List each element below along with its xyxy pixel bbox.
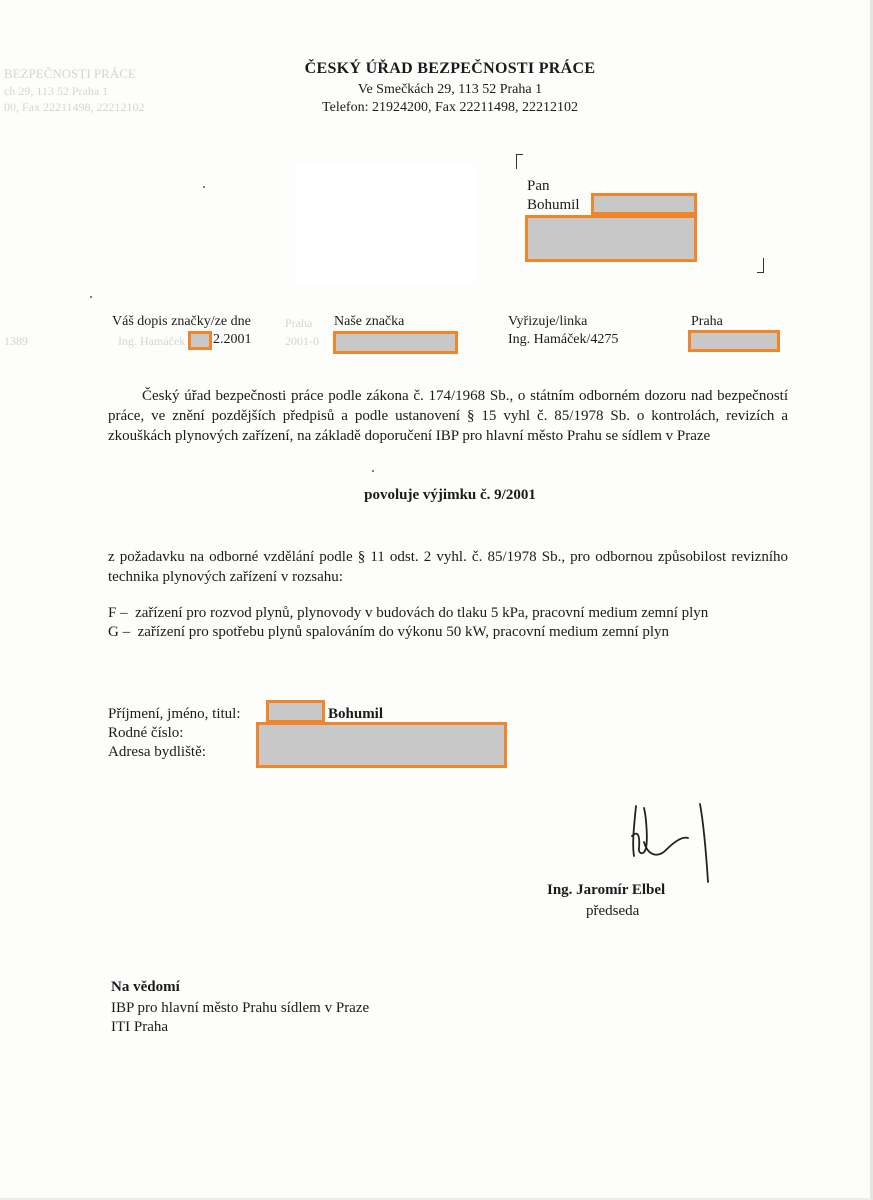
office-name: ČESKÝ ÚŘAD BEZPEČNOSTI PRÁCE [304, 60, 596, 77]
signatory-name: Ing. Jaromír Elbel [547, 882, 666, 898]
intro-paragraph: Český úřad bezpečnosti práce podle zákona č. 174/1968 Sb., o státním odborném dozoru nad bezpečností práce, ve znění pozdějších předpisů a podle ustanovení § 15 vyhl č. 85/1978 Sb. o kontrolách, revizích a zkouškách plynových zařízení, na základě doporučení IBP pro hlavní město Prahu se sídlem v Praze [108, 388, 788, 444]
cc-title: Na vědomí [111, 979, 180, 995]
your-letter-date: 2.2001 [213, 332, 252, 347]
address-corner-top [516, 154, 523, 169]
redacted-birth-and-address [256, 722, 507, 768]
scope-item-f [108, 603, 708, 624]
speck [90, 296, 92, 298]
person-name-value: Bohumil [328, 706, 384, 722]
our-ref-label: Naše značka [334, 314, 405, 329]
whiteout-patch [296, 166, 474, 282]
recipient-first-name: Bohumil [527, 197, 580, 213]
speck [203, 186, 205, 188]
scope-text: zařízení pro spotřebu plynů spalováním do výkonu 50 kW, pracovní medium zemní plyn [137, 624, 670, 640]
redacted-surname [266, 700, 325, 723]
redacted-our-ref [333, 331, 458, 354]
residence-address-label: Adresa bydliště: [108, 744, 206, 760]
recipient-salutation: Pan [527, 178, 550, 194]
decision-heading: povoluje výjimku č. 9/2001 [364, 487, 536, 503]
speck [372, 470, 374, 472]
redacted-letter-date [188, 331, 212, 350]
cc-item: ITI Praha [111, 1019, 169, 1035]
bleed-through-text: 00, Fax 22211498, 22212102 [4, 100, 145, 114]
bleed-through-text: 1389 [4, 334, 28, 348]
place-label: Praha [691, 314, 723, 329]
scope-text: zařízení pro rozvod plynů, plynovody v budovách do tlaku 5 kPa, pracovní medium zemní plyn [135, 605, 709, 621]
birth-number-label: Rodné číslo: [108, 725, 184, 741]
bleed-through-text: Ing. Hamáček [118, 334, 186, 348]
cc-item: IBP pro hlavní město Prahu sídlem v Praze [111, 1000, 370, 1016]
redacted-date [688, 330, 780, 352]
office-contact: Telefon: 21924200, Fax 22211498, 22212102 [322, 100, 578, 115]
bleed-through-text: BEZPEČNOSTI PRÁCE [4, 66, 136, 81]
scope-item-g [108, 622, 669, 643]
handled-by-label: Vyřizuje/linka [508, 314, 588, 329]
redacted-recipient-address [525, 215, 697, 262]
office-address: Ve Smečkách 29, 113 52 Praha 1 [357, 82, 543, 97]
your-letter-label: Váš dopis značky/ze dne [112, 314, 251, 329]
address-corner-bottom [757, 258, 764, 273]
handled-by-value: Ing. Hamáček/4275 [508, 332, 619, 347]
requirement-paragraph: z požadavku na odborné vzdělání podle § 11 odst. 2 vyhl. č. 85/1978 Sb., pro odbornou způsobilost revizního technika plynových zařízení v rozsahu: [108, 549, 788, 585]
bleed-through-text: ch 29, 113 52 Praha 1 [4, 84, 109, 98]
bleed-through-text: Praha [285, 316, 313, 330]
person-name-label: Příjmení, jméno, titul: [108, 706, 241, 722]
redacted-recipient-surname [591, 193, 697, 215]
scope-code: G – [108, 624, 131, 640]
bleed-through-text: 2001-0 [285, 334, 319, 348]
scope-code: F – [108, 605, 128, 621]
signatory-role: předseda [586, 903, 640, 919]
handwritten-signature [622, 796, 722, 886]
